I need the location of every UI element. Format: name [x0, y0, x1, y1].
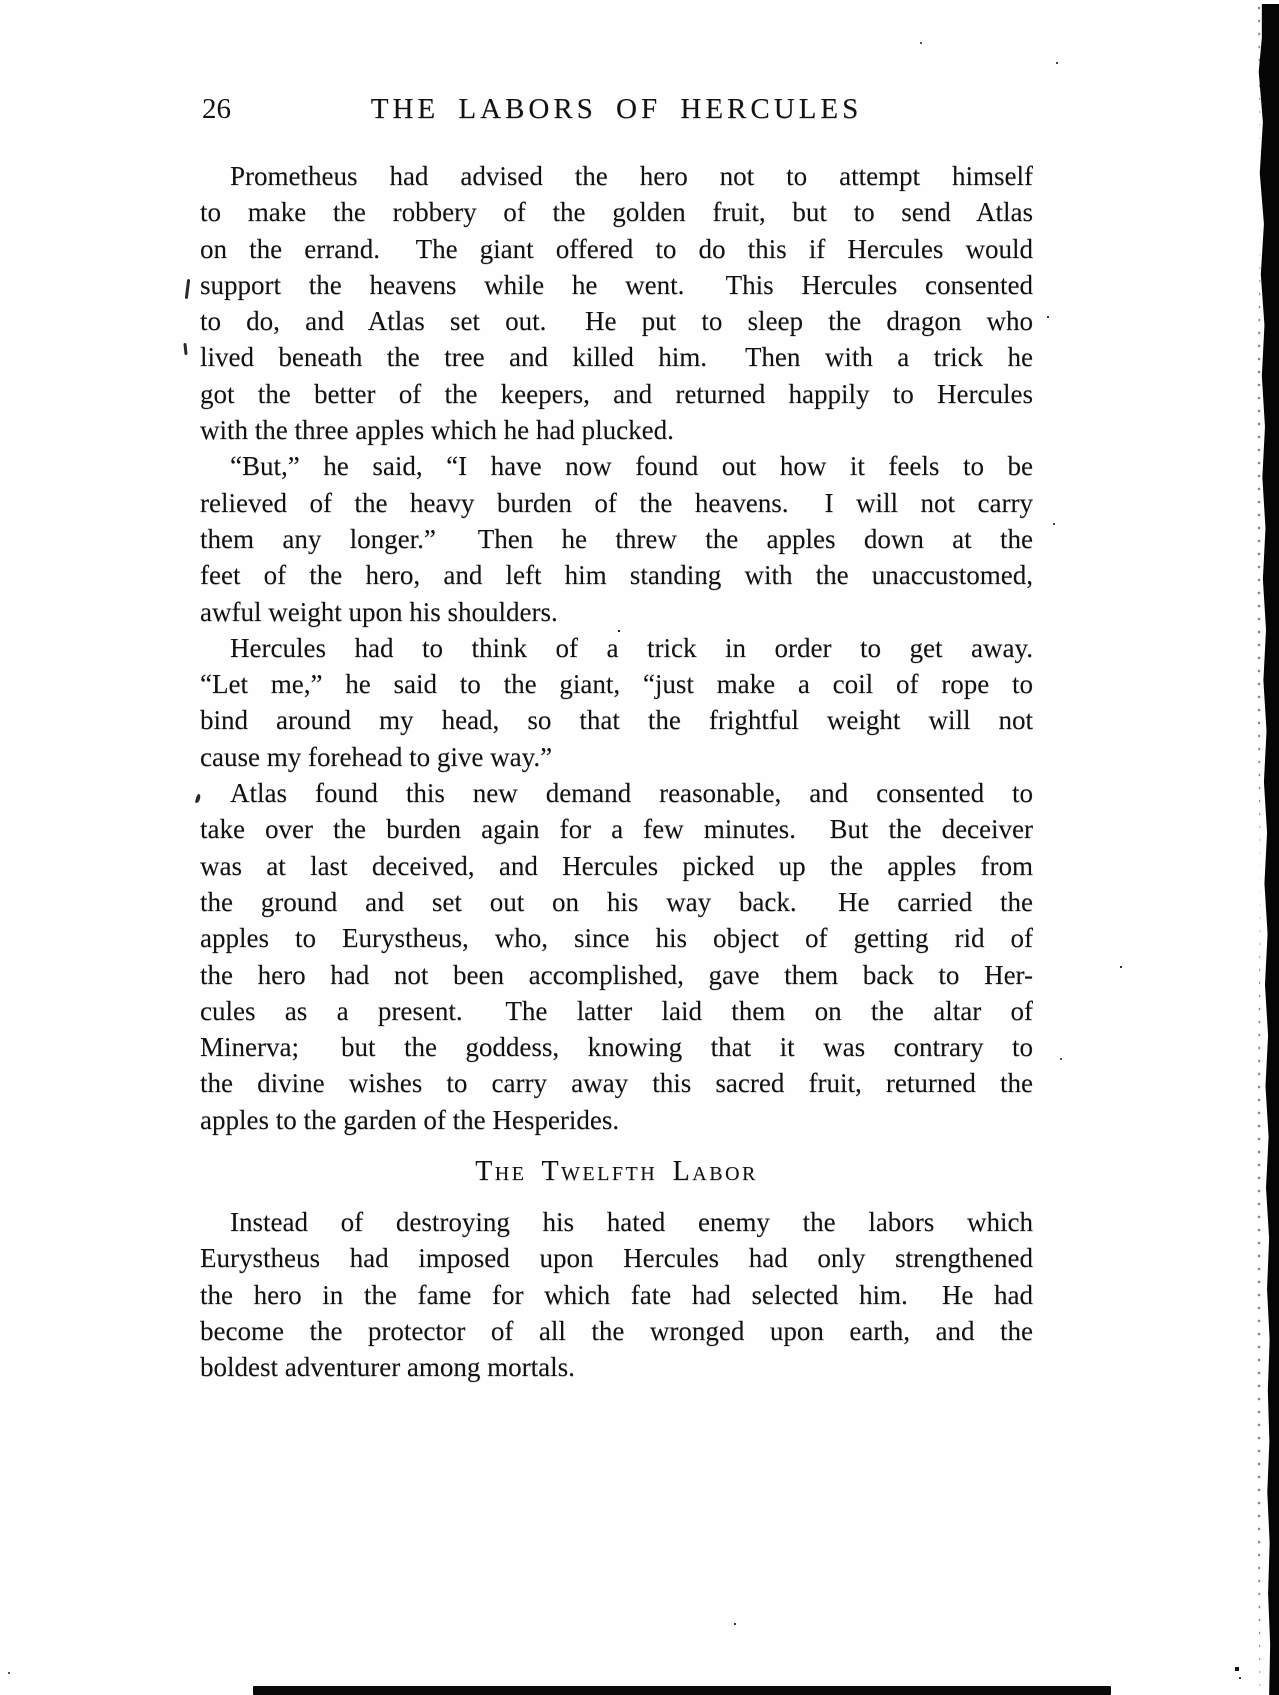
text-line: take over the burden again for a few minutes. But the deceiver — [200, 814, 1033, 845]
text-line: Prometheus had advised the hero not to attempt himself — [230, 161, 1033, 191]
paragraph — [200, 1204, 1033, 1385]
text-line: relieved of the heavy burden of the heavens. I will not carry — [200, 487, 1033, 518]
text-line: Minerva; but the goddess, knowing that it was contrary to — [200, 1032, 1033, 1063]
text-line: the ground and set out on his way back. He carried the — [200, 886, 1033, 917]
text-line: cules as a present. The latter laid them on the altar of — [200, 995, 1033, 1026]
paragraph — [200, 448, 1033, 629]
text-line: feet of the hero, and left him standing with the unaccustomed, — [200, 560, 1033, 591]
running-header — [200, 92, 1033, 126]
text-line: support the heavens while he went. This Hercules consented — [200, 269, 1033, 300]
text-line: to do, and Atlas set out. He put to sleep the dragon who — [200, 306, 1033, 337]
text-line: Eurystheus had imposed upon Hercules had only strengthened — [200, 1243, 1033, 1274]
text-line: cause my forehead to give way.” — [200, 741, 553, 772]
text-line: bind around my head, so that the frightful weight will not — [200, 705, 1033, 736]
text-line: Atlas found this new demand reasonable, and consented to — [230, 778, 1033, 809]
text-line: got the better of the keepers, and returned happily to Hercules — [200, 378, 1033, 409]
text-line: with the three apples which he had plucked. — [200, 415, 674, 446]
text-line: the hero in the fame for which fate had selected him. He had — [200, 1279, 1033, 1310]
text-line: them any longer.” Then he threw the apples down at the — [200, 523, 1033, 554]
text-line: lived beneath the tree and killed him. Then with a trick he — [200, 342, 1033, 373]
page-number: 26 — [202, 93, 231, 125]
text-line: on the errand. The giant offered to do this if Hercules would — [200, 233, 1033, 264]
text-line: was at last deceived, and Hercules picked up the apples from — [200, 850, 1033, 881]
scan-speckles — [0, 0, 2, 2]
text-line: the divine wishes to carry away this sacred fruit, returned the — [200, 1068, 1033, 1099]
text-line: “Let me,” he said to the giant, “just make a coil of rope to — [200, 669, 1033, 700]
text-line: apples to the garden of the Hesperides. — [200, 1104, 620, 1135]
text-block — [200, 158, 1033, 1386]
text-line: Instead of destroying his hated enemy the labors which — [230, 1207, 1033, 1238]
scan-stray-mark — [185, 279, 190, 299]
running-title: THE LABORS OF HERCULES — [370, 93, 863, 125]
paragraph — [200, 630, 1033, 775]
text-line: Hercules had to think of a trick in order to get away. — [230, 632, 1033, 663]
paragraph — [200, 775, 1033, 1138]
section-heading: The Twelfth Labor — [475, 1156, 758, 1188]
paragraph — [200, 158, 1033, 448]
text-line: the hero had not been accomplished, gave them back to Her- — [200, 959, 1033, 990]
scan-edge-bottom — [253, 1686, 1111, 1695]
text-line: “But,” he said, “I have now found out how it feels to be — [230, 451, 1033, 482]
text-line: boldest adventurer among mortals. — [200, 1352, 575, 1383]
text-line: awful weight upon his shoulders. — [200, 596, 558, 627]
text-line: to make the robbery of the golden fruit, but to send Atlas — [200, 197, 1033, 228]
text-line: apples to Eurystheus, who, since his object of getting rid of — [200, 923, 1033, 954]
text-line: become the protector of all the wronged upon earth, and the — [200, 1315, 1033, 1346]
scan-stray-mark — [183, 343, 187, 355]
